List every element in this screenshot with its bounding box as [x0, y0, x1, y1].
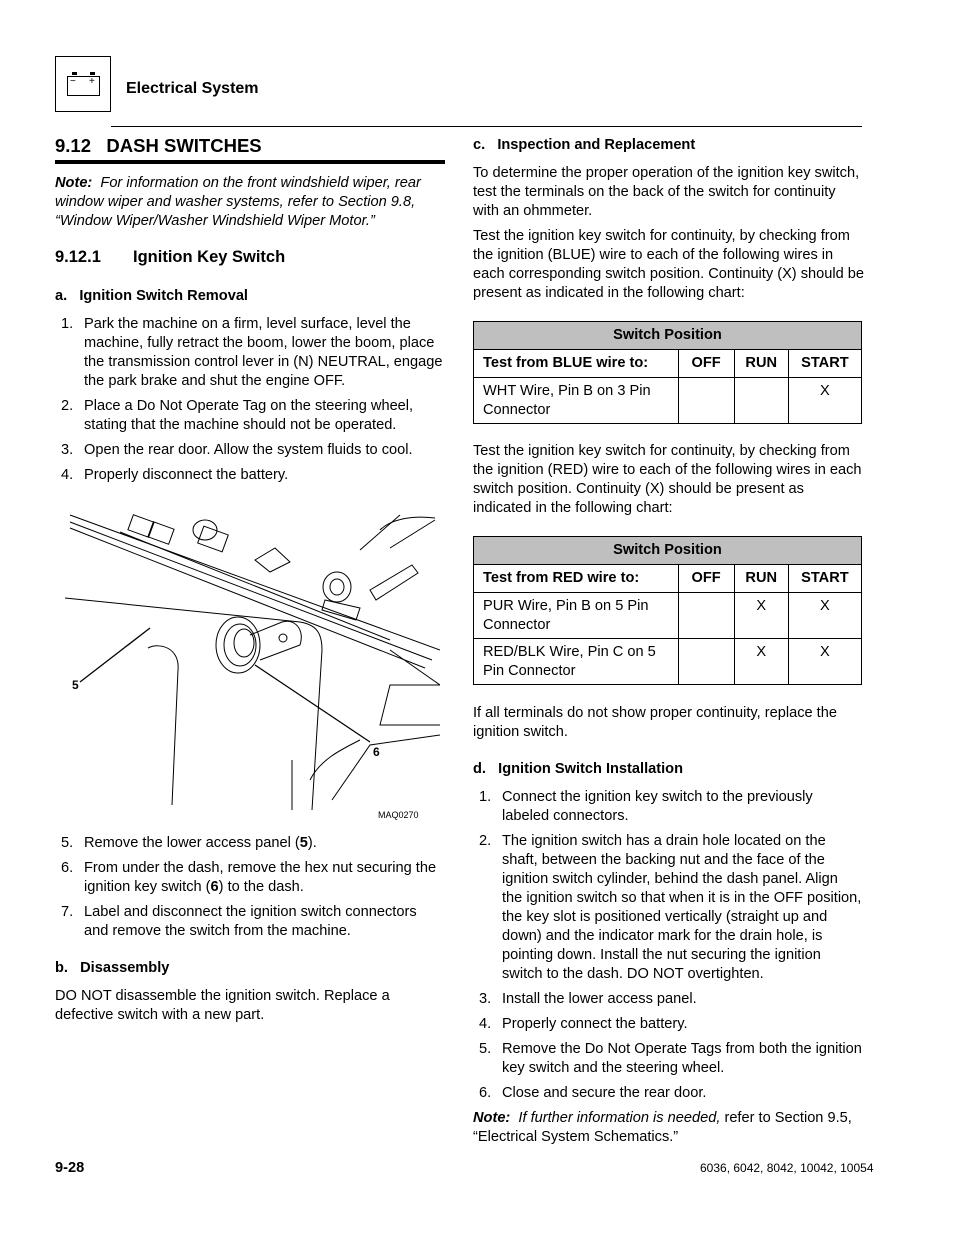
removal-heading: a. Ignition Switch Removal [55, 288, 248, 304]
list-item: 7. Label and disconnect the ignition switch connectors and remove the switch from the machine. [61, 904, 417, 939]
installation-heading: d. Ignition Switch Installation [473, 761, 683, 777]
note-text: refer to Section 9.5, “Electrical System Schematics.” [473, 1110, 852, 1145]
list-item: 4. Properly connect the battery. [479, 1016, 688, 1032]
callout-5: 5 [72, 678, 79, 692]
table-row: PUR Wire, Pin B on 5 Pin Connector X X [474, 593, 862, 639]
header-divider [111, 126, 862, 127]
table-caption: Switch Position [474, 322, 862, 350]
table-header: Test from BLUE wire to: [474, 350, 679, 378]
figure-id: MAQ0270 [378, 810, 419, 820]
removal-steps-list-2 [55, 834, 445, 947]
disassembly-text: DO NOT disassemble the ignition switch. Replace a defective switch with a new part. [55, 988, 390, 1023]
note-label: Note: [473, 1110, 511, 1126]
header-title: Electrical System [126, 80, 259, 97]
table-header: RUN [734, 350, 788, 378]
table-header: START [788, 350, 861, 378]
electrical-system-icon-box [55, 56, 111, 112]
table-header: Test from RED wire to: [474, 565, 679, 593]
note-label: Note: [55, 175, 93, 191]
list-item: 1. Park the machine on a firm, level surface, level the machine, fully retract the boom, lower the boom, place the transmission control lever in (N) NEUTRAL, engage the park brake and shut the engine OFF. [61, 316, 443, 389]
callout-6: 6 [373, 745, 380, 759]
subsection-heading [55, 248, 285, 267]
note-italic: If further information is needed, [518, 1110, 721, 1126]
subsection-number: 9.12.1 [55, 248, 101, 266]
list-item: 1. Connect the ignition key switch to the previously labeled connectors. [479, 789, 813, 824]
list-item: 3. Open the rear door. Allow the system fluids to cool. [61, 442, 413, 458]
inspection-para-2: Test the ignition key switch for continuity, by checking from the ignition (BLUE) wire to each of the following wires in each corresponding switch position. Continuity (X) should be present as indicated in the following chart: [473, 228, 865, 301]
model-numbers: 6036, 6042, 8042, 10042, 10054 [700, 1161, 874, 1175]
table-caption: Switch Position [474, 537, 862, 565]
list-item: 2. Place a Do Not Operate Tag on the steering wheel, stating that the machine should not be operated. [61, 398, 414, 433]
note-text: For information on the front windshield wiper, rear window wiper and washer systems, refer to Section 9.8, “Window Wiper/Washer Windshield Wiper Motor.” [55, 175, 421, 229]
list-item: 6. Close and secure the rear door. [479, 1085, 707, 1101]
table-header: OFF [678, 565, 734, 593]
installation-steps-list [473, 788, 862, 1109]
table-header: START [788, 565, 861, 593]
list-item: 6. From under the dash, remove the hex nut securing the ignition key switch (6) to the dash. [61, 860, 437, 895]
inspection-heading: c. Inspection and Replacement [473, 137, 696, 153]
list-item: 5. Remove the lower access panel (5). [61, 835, 317, 851]
section-title-rule [55, 160, 445, 164]
removal-steps-list [55, 315, 445, 491]
list-item: 4. Properly disconnect the battery. [61, 467, 289, 483]
table-row: WHT Wire, Pin B on 3 Pin Connector X [474, 378, 862, 424]
disassembly-heading: b. Disassembly [55, 960, 170, 976]
section-title: 9.12 DASH SWITCHES [55, 135, 262, 156]
battery-icon: − + [67, 76, 100, 96]
list-item: 5. Remove the Do Not Operate Tags from both the ignition key switch and the steering wheel. [479, 1041, 862, 1076]
subsection-title: Ignition Key Switch [133, 248, 286, 266]
page-number: 9-28 [55, 1160, 85, 1176]
section-note [55, 174, 447, 231]
table-header: RUN [734, 565, 788, 593]
list-item: 2. The ignition switch has a drain hole located on the shaft, between the backing nut and the face of the ignition switch cylinder, behind the dash panel. Align the ignition switch so that when it is in the OFF position, the key slot is positioned vertically (straight up and down) and the indicator mark for the drain hole, is pointing down. Install the nut securing the ignition switch to the dash. DO NOT overtighten. [479, 833, 862, 982]
table-row: RED/BLK Wire, Pin C on 5 Pin Connector X X [474, 639, 862, 685]
list-item: 3. Install the lower access panel. [479, 991, 697, 1007]
red-wire-table [473, 536, 862, 685]
inspection-para-4: If all terminals do not show proper continuity, replace the ignition switch. [473, 705, 837, 740]
ignition-switch-figure [60, 510, 440, 825]
blue-wire-table [473, 321, 862, 424]
inspection-para-1: To determine the proper operation of the ignition key switch, test the terminals on the back of the switch for continuity with an ohmmeter. [473, 165, 860, 219]
installation-note [473, 1109, 865, 1147]
table-header: OFF [678, 350, 734, 378]
inspection-para-3: Test the ignition key switch for continuity, by checking from the ignition (RED) wire to each of the following wires in each switch position. Continuity (X) should be present as indicated in the following chart: [473, 443, 862, 516]
